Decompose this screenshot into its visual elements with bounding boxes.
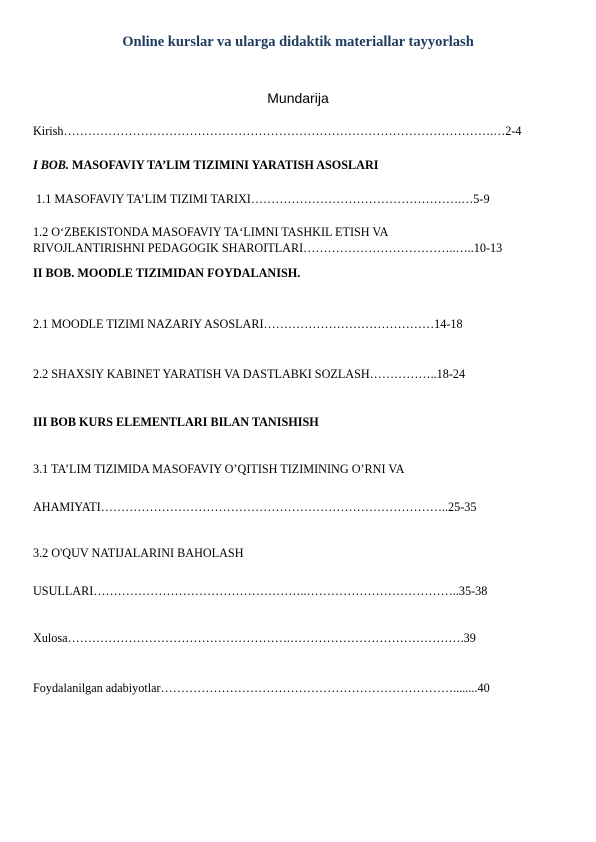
toc-entry-2-2[interactable]: 2.2 SHAXSIY KABINET YARATISH VA DASTLABKI SOZLASH……………..18-24 <box>33 367 466 381</box>
toc-entry-3-2-line1[interactable]: 3.2 O'QUV NATIJALARINI BAHOLASH <box>33 546 244 560</box>
toc-entry-3-1-line2[interactable]: AHAMIYATI…………………………………………………………………………..25-35 <box>33 500 477 514</box>
contents-heading: Mundarija <box>267 90 329 106</box>
chapter-1-title: MASOFAVIY TA’LIM TIZIMINI YARATISH ASOSLARI <box>68 158 379 172</box>
document-title: Online kurslar va ularga didaktik materiallar tayyorlash <box>122 34 474 50</box>
toc-entry-1-2-line2[interactable]: RIVOJLANTIRISHNI PEDAGOGIK SHAROITLARI………………………………..…..10-13 <box>33 241 503 255</box>
toc-entry-chapter-2[interactable]: II BOB. MOODLE TIZIMIDAN FOYDALANISH. <box>33 266 301 280</box>
chapter-1-prefix: I BOB. <box>33 158 69 172</box>
toc-entry-1-2-line1[interactable]: 1.2 O‘ZBEKISTONDA MASOFAVIY TA‘LIMNI TASHKIL ETISH VA <box>33 225 389 239</box>
toc-entry-foydalanilgan-adabiyotlar[interactable]: Foydalanilgan adabiyotlar………………………………………………………………........40 <box>33 681 490 695</box>
toc-entry-chapter-3[interactable]: III BOB KURS ELEMENTLARI BILAN TANISHISH <box>33 415 319 429</box>
toc-entry-kirish[interactable]: Kirish…………………………………………………………………………………………….…2-4 <box>33 124 522 138</box>
toc-entry-3-1-line1[interactable]: 3.1 TA’LIM TIZIMIDA MASOFAVIY O’QITISH TIZIMINING O’RNI VA <box>33 462 405 476</box>
toc-entry-xulosa[interactable]: Xulosa……………………………………………….…………………………………….39 <box>33 631 476 645</box>
toc-entry-chapter-1[interactable] <box>33 158 379 173</box>
toc-entry-3-2-line2[interactable]: USULLARI……………………………………………..………………………………..35-38 <box>33 584 488 598</box>
toc-entry-2-1[interactable]: 2.1 MOODLE TIZIMI NAZARIY ASOSLARI……………………………………14-18 <box>33 317 463 331</box>
toc-entry-1-1[interactable]: 1.1 MASOFAVIY TA’LIM TIZIMI TARIXI…………………………………………….…5-9 <box>33 192 490 206</box>
